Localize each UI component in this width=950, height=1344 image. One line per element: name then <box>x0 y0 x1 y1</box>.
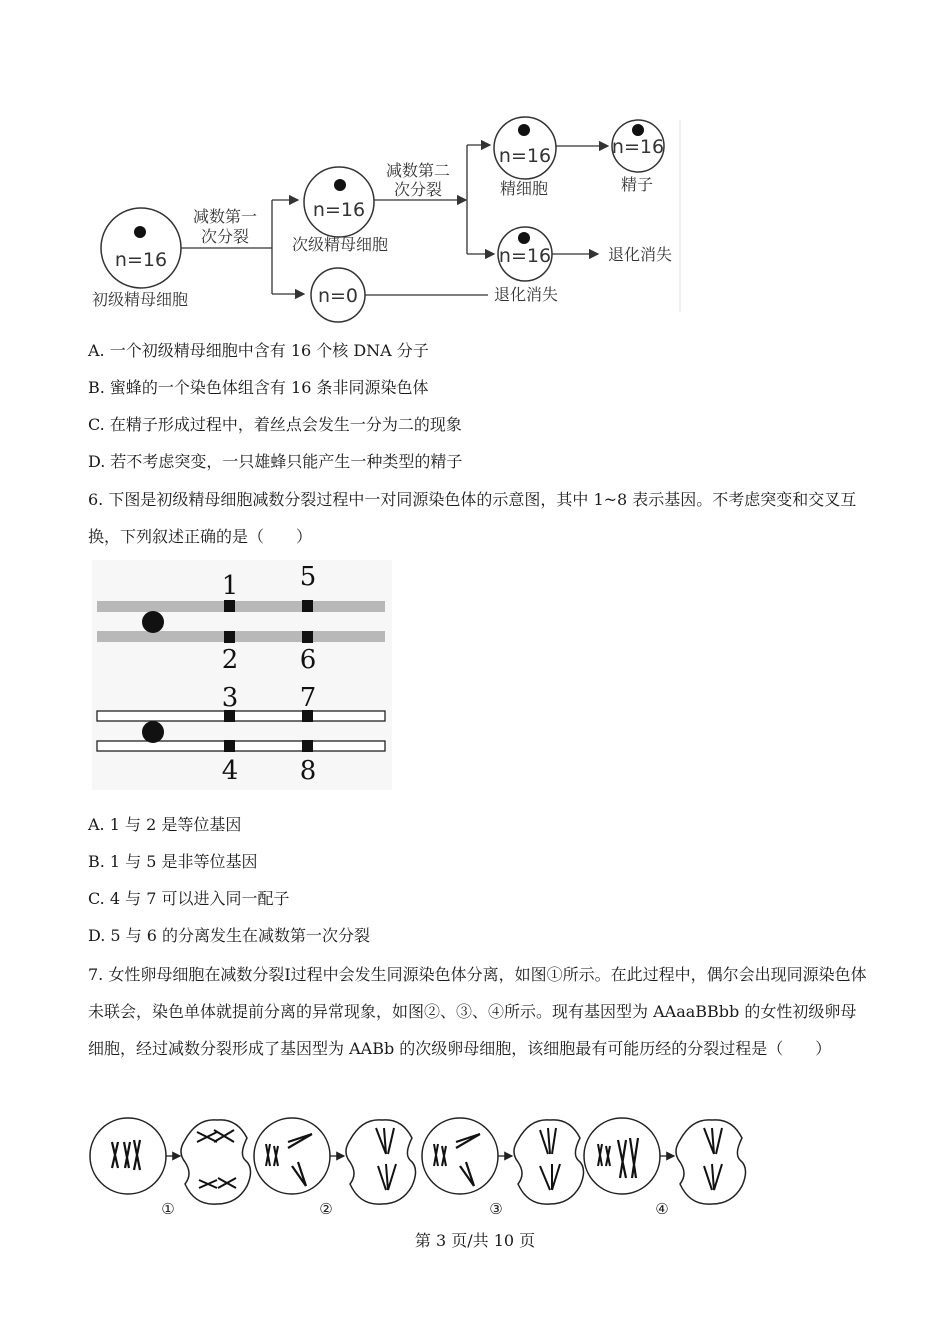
lower-n-label: n=16 <box>498 245 552 267</box>
sperm-label: 精子 <box>620 175 654 194</box>
degenerate-cell <box>498 227 552 281</box>
process-4 <box>584 1118 746 1218</box>
q5-option-d: D. 若不考虑突变，一只雄蜂只能产生一种类型的精子 <box>88 452 463 471</box>
q5-option-a: A. 一个初级精母细胞中含有 16 个核 DNA 分子 <box>88 341 429 360</box>
primary-n-label: n=16 <box>114 249 168 271</box>
meiosis-1-label-line2: 次分裂 <box>200 227 250 246</box>
homologous-chromosome-figure <box>88 558 398 793</box>
process-1 <box>90 1118 251 1218</box>
degenerate-label-2: 退化消失 <box>607 245 673 264</box>
degenerate-label-1: 退化消失 <box>493 285 559 304</box>
figure-label-4: ④ <box>655 1200 669 1218</box>
figure-label-2: ② <box>319 1200 333 1218</box>
white-chromatid-upper <box>97 711 385 721</box>
q6-option-c: C. 4 与 7 可以进入同一配子 <box>88 889 290 908</box>
meiosis-process-figures <box>85 1108 755 1223</box>
centromere-grey <box>142 611 164 633</box>
gene-label-2: 2 <box>221 645 239 675</box>
grey-chromatid-upper <box>97 601 385 612</box>
gene-label-6: 6 <box>299 645 317 675</box>
spermatid-label: 精细胞 <box>499 179 549 198</box>
spermatid-cell <box>494 117 556 179</box>
meiosis-2-label-line1: 减数第二 <box>385 161 451 180</box>
empty-n-label: n=0 <box>317 285 359 307</box>
meiosis-1-label-line1: 减数第一 <box>192 207 258 226</box>
q7-stem: 7. 女性卵母细胞在减数分裂Ⅰ过程中会发生同源染色体分离，如图①所示。在此过程中，偶尔会出现同源染色体未联会，染色单体就提前分离的异常现象，如图②、③、④所示。现有基因型为 AAaaBBbb 的女性初级卵母细胞，经过减数分裂形成了基因型为 AABb 的次级卵母细胞，该细胞最有可能历经的分裂过程是（ ） <box>88 965 867 1058</box>
q6-option-a: A. 1 与 2 是等位基因 <box>88 815 242 834</box>
primary-spermatocyte-label: 初级精母细胞 <box>91 290 189 309</box>
secondary-spermatocyte-label: 次级精母细胞 <box>291 235 389 254</box>
process-2 <box>254 1118 416 1218</box>
meiosis-2-label-line2: 次分裂 <box>393 180 443 199</box>
meiosis-flow-diagram <box>80 108 700 323</box>
secondary-n-label: n=16 <box>312 199 366 221</box>
gene-label-3: 3 <box>221 683 239 713</box>
centromere-white <box>142 721 164 743</box>
gene-label-1: 1 <box>221 571 239 601</box>
q6-option-b: B. 1 与 5 是非等位基因 <box>88 852 258 871</box>
page-footer: 第 3 页/共 10 页 <box>414 1231 536 1250</box>
q6-stem: 6. 下图是初级精母细胞减数分裂过程中一对同源染色体的示意图，其中 1~8 表示基因。不考虑突变和交叉互换，下列叙述正确的是（ ） <box>88 490 857 546</box>
process-3 <box>422 1118 584 1218</box>
q5-option-b: B. 蜜蜂的一个染色体组含有 16 条非同源染色体 <box>88 378 429 397</box>
empty-cell <box>311 268 365 322</box>
gene-label-5: 5 <box>299 562 317 592</box>
white-chromatid-lower <box>97 741 385 751</box>
secondary-spermatocyte-cell <box>304 167 374 237</box>
gene-label-7: 7 <box>299 683 317 713</box>
sperm-n-label: n=16 <box>611 136 665 158</box>
primary-spermatocyte-cell <box>101 208 181 288</box>
gene-label-8: 8 <box>299 756 317 786</box>
sperm-cell <box>612 120 664 172</box>
grey-chromatid-lower <box>97 631 385 642</box>
spermatid-n-label: n=16 <box>498 145 552 167</box>
figure-label-1: ① <box>161 1200 175 1218</box>
q5-option-c: C. 在精子形成过程中，着丝点会发生一分为二的现象 <box>88 415 462 434</box>
gene-label-4: 4 <box>221 756 239 786</box>
q6-option-d: D. 5 与 6 的分离发生在减数第一次分裂 <box>88 926 371 945</box>
figure-label-3: ③ <box>489 1200 503 1218</box>
